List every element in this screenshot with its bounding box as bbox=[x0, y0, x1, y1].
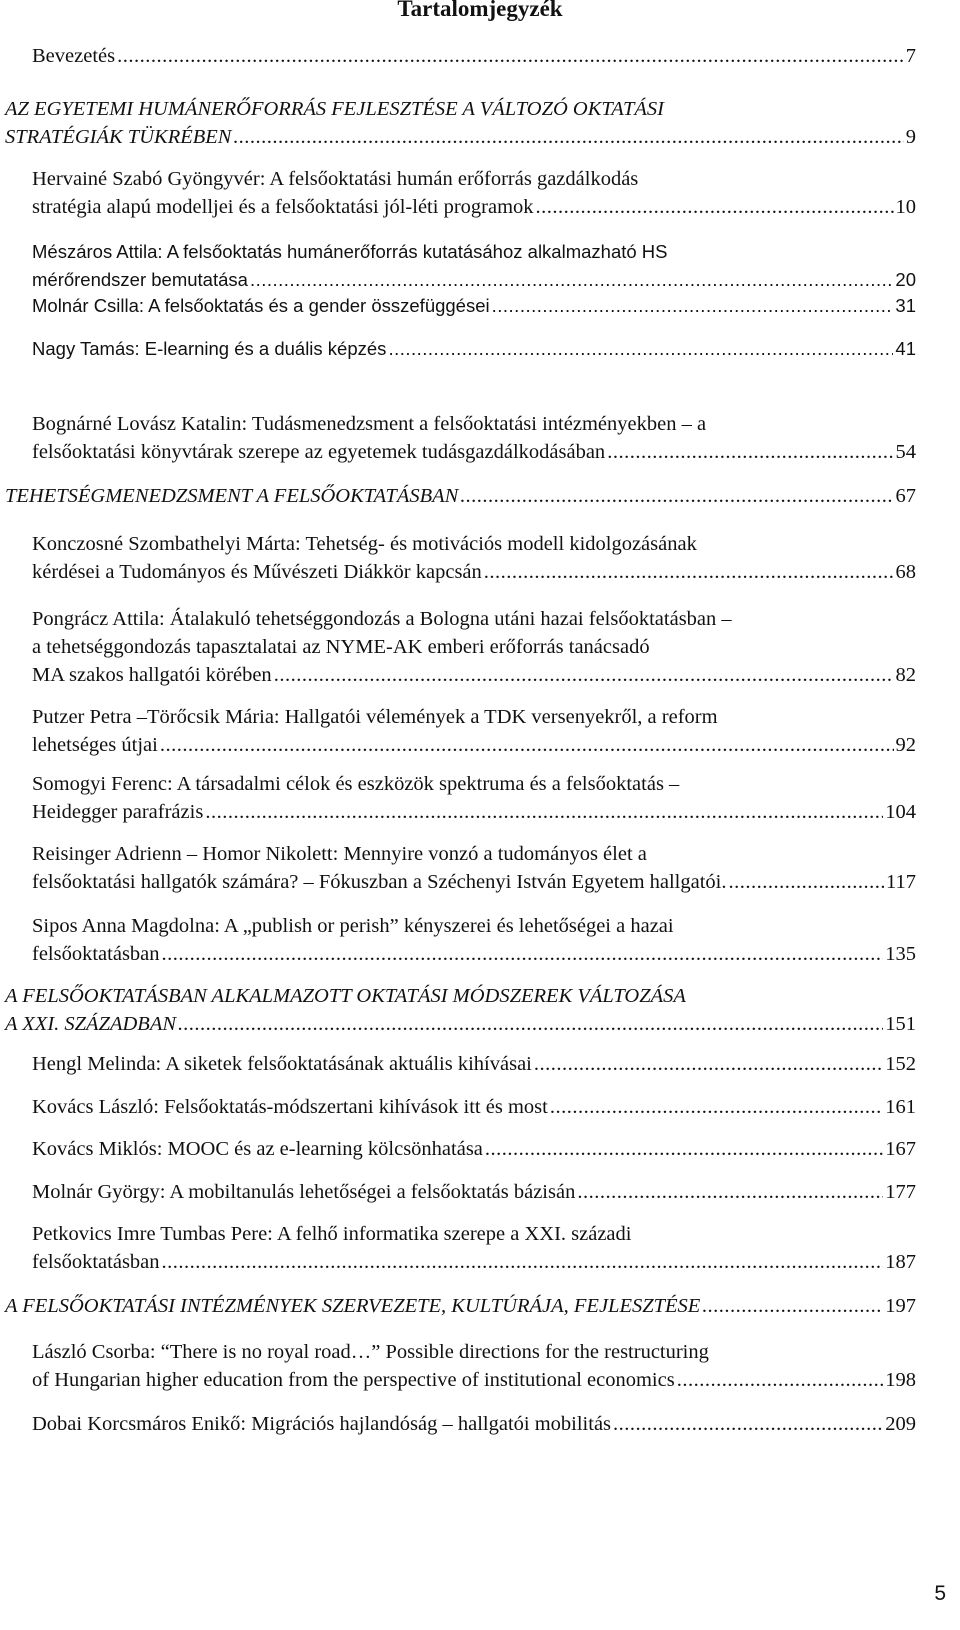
dot-leader bbox=[274, 661, 894, 689]
toc-entry[interactable] bbox=[32, 410, 916, 466]
toc-page-number[interactable]: 31 bbox=[895, 295, 916, 316]
toc-entry-last-line bbox=[32, 1135, 916, 1163]
toc-entry-line: Reisinger Adrienn – Homor Nikolett: Mennyire vonzó a tudományos élet a bbox=[32, 843, 647, 865]
toc-entry-line: a tehetséggondozás tapasztalatai az NYME-AK emberi erőforrás tanácsadó bbox=[32, 636, 650, 658]
toc-entry[interactable] bbox=[32, 238, 916, 294]
toc-entry-last-line bbox=[32, 335, 916, 363]
page-number: 5 bbox=[934, 1582, 946, 1605]
toc-entry-text: felsőoktatásban bbox=[32, 1251, 160, 1273]
toc-entry-line: Bognárné Lovász Katalin: Tudásmenedzsment a felsőoktatási intézményekben – a bbox=[32, 413, 707, 435]
dot-leader bbox=[388, 335, 893, 363]
toc-entry-last-line bbox=[5, 1292, 916, 1320]
toc-entry-last-line bbox=[32, 798, 916, 826]
toc-page-number[interactable]: 67 bbox=[895, 485, 916, 507]
toc-entry-last-line bbox=[32, 868, 916, 896]
toc-entry[interactable] bbox=[32, 1220, 916, 1276]
toc-page-number[interactable]: 161 bbox=[885, 1096, 916, 1118]
toc-section-heading[interactable] bbox=[5, 982, 916, 1038]
toc-entry-text: MA szakos hallgatói körében bbox=[32, 664, 272, 686]
toc-entry-last-line bbox=[32, 292, 916, 320]
toc-section-heading[interactable] bbox=[5, 1292, 916, 1320]
toc-entry-last-line bbox=[32, 1178, 916, 1206]
toc-entry[interactable] bbox=[32, 770, 916, 826]
toc-entry-last-line bbox=[5, 482, 916, 510]
toc-entry-text: Kovács Miklós: MOOC és az e-learning kölcsönhatása bbox=[32, 1138, 483, 1160]
toc-entry-line: László Csorba: “There is no royal road…” Possible directions for the restructuring bbox=[32, 1341, 709, 1363]
dot-leader bbox=[205, 798, 883, 826]
toc-page-number[interactable]: 209 bbox=[885, 1413, 916, 1435]
toc-entry-line: Pongrácz Attila: Átalakuló tehetséggondozás a Bologna utáni hazai felsőoktatásban – bbox=[32, 608, 732, 630]
dot-leader bbox=[607, 438, 893, 466]
toc-page-number[interactable]: 151 bbox=[885, 1013, 916, 1035]
toc-entry[interactable] bbox=[32, 1050, 916, 1078]
toc-entry[interactable] bbox=[32, 42, 916, 70]
toc-entry-last-line bbox=[32, 1248, 916, 1276]
toc-entry-text: A FELSŐOKTATÁSI INTÉZMÉNYEK SZERVEZETE, KULTÚRÁJA, FEJLESZTÉSE bbox=[5, 1295, 701, 1317]
toc-page-number[interactable]: 82 bbox=[895, 664, 916, 686]
toc-page-number[interactable]: 68 bbox=[895, 561, 916, 583]
dot-leader bbox=[534, 1050, 883, 1078]
toc-entry-text: of Hungarian higher education from the perspective of institutional economics bbox=[32, 1369, 675, 1391]
toc-entry-last-line bbox=[32, 1093, 916, 1121]
toc-entry[interactable] bbox=[32, 530, 916, 586]
toc-entry-last-line bbox=[32, 558, 916, 586]
toc-entry[interactable] bbox=[32, 1135, 916, 1163]
dot-leader bbox=[484, 558, 894, 586]
toc-entry-line: Somogyi Ferenc: A társadalmi célok és eszközök spektruma és a felsőoktatás – bbox=[32, 773, 680, 795]
toc-page-number[interactable]: 9 bbox=[905, 126, 916, 148]
toc-entry-last-line bbox=[5, 1010, 916, 1038]
dot-leader bbox=[492, 292, 894, 320]
toc-entry-last-line bbox=[32, 438, 916, 466]
toc-entry-last-line bbox=[32, 193, 916, 221]
toc-page-number[interactable]: 92 bbox=[895, 734, 916, 756]
toc-page-number[interactable]: 187 bbox=[885, 1251, 916, 1273]
dot-leader bbox=[536, 193, 894, 221]
toc-entry-text: Hengl Melinda: A siketek felsőoktatásának aktuális kihívásai bbox=[32, 1053, 532, 1075]
toc-entry[interactable] bbox=[32, 335, 916, 363]
toc-entry-last-line bbox=[32, 731, 916, 759]
dot-leader bbox=[577, 1178, 883, 1206]
toc-entry-line: Mészáros Attila: A felsőoktatás humánerőforrás kutatásához alkalmazható HS bbox=[32, 241, 668, 262]
toc-entry[interactable] bbox=[32, 912, 916, 968]
toc-entry-line: Petkovics Imre Tumbas Pere: A felhő informatika szerepe a XXI. századi bbox=[32, 1223, 632, 1245]
toc-entry-last-line bbox=[32, 940, 916, 968]
toc-page-number[interactable]: 167 bbox=[885, 1138, 916, 1160]
toc-entry[interactable] bbox=[32, 292, 916, 320]
toc-entry-line: Putzer Petra –Törőcsik Mária: Hallgatói vélemények a TDK versenyekről, a reform bbox=[32, 706, 718, 728]
dot-leader bbox=[233, 123, 903, 151]
toc-page-number[interactable]: 198 bbox=[885, 1369, 916, 1391]
dot-leader bbox=[550, 1093, 883, 1121]
toc-entry-line: A FELSŐOKTATÁSBAN ALKALMAZOTT OKTATÁSI MÓDSZEREK VÁLTOZÁSA bbox=[5, 985, 686, 1007]
toc-entry-text: felsőoktatási könyvtárak szerepe az egyetemek tudásgazdálkodásában bbox=[32, 441, 606, 463]
toc-page-number[interactable]: 135 bbox=[885, 943, 916, 965]
toc-section-heading[interactable] bbox=[5, 95, 916, 151]
dot-leader bbox=[677, 1366, 884, 1394]
dot-leader bbox=[162, 940, 884, 968]
toc-entry-line: Sipos Anna Magdolna: A „publish or perish” kényszerei és lehetőségei a hazai bbox=[32, 915, 674, 937]
toc-page-number[interactable]: 117 bbox=[886, 871, 916, 893]
toc-entry-text: STRATÉGIÁK TÜKRÉBEN bbox=[5, 126, 232, 148]
toc-page-number[interactable]: 197 bbox=[885, 1295, 916, 1317]
toc-entry[interactable] bbox=[32, 840, 916, 896]
toc-page-number[interactable]: 152 bbox=[885, 1053, 916, 1075]
toc-page-number[interactable]: 10 bbox=[895, 196, 916, 218]
toc-entry-last-line bbox=[5, 123, 916, 151]
toc-entry-text: Nagy Tamás: E-learning és a duális képzés bbox=[32, 338, 387, 359]
page-title: Tartalomjegyzék bbox=[397, 0, 563, 21]
toc-entry-text: Dobai Korcsmáros Enikő: Migrációs hajlandóság – hallgatói mobilitás bbox=[32, 1413, 612, 1435]
toc-page-number[interactable]: 20 bbox=[895, 269, 916, 290]
toc-entry[interactable] bbox=[32, 165, 916, 221]
toc-entry-text: Molnár György: A mobiltanulás lehetőségei a felsőoktatás bázisán bbox=[32, 1181, 576, 1203]
toc-section-heading[interactable] bbox=[5, 482, 916, 510]
toc-entry-line: Konczosné Szombathelyi Márta: Tehetség- és motivációs modell kidolgozásának bbox=[32, 533, 697, 555]
toc-entry-text: lehetséges útjai bbox=[32, 734, 158, 756]
toc-entry-last-line bbox=[32, 1050, 916, 1078]
dot-leader bbox=[613, 1410, 883, 1438]
toc-entry-text: A XXI. SZÁZADBAN bbox=[5, 1013, 177, 1035]
toc-entry-text: kérdései a Tudományos és Művészeti Diákkör kapcsán bbox=[32, 561, 482, 583]
toc-entry-last-line bbox=[32, 42, 916, 70]
toc-entry-text: Heidegger parafrázis bbox=[32, 801, 204, 823]
toc-entry-text: Kovács László: Felsőoktatás-módszertani kihívások itt és most bbox=[32, 1096, 548, 1118]
toc-page-number[interactable]: 54 bbox=[895, 441, 916, 463]
dot-leader bbox=[162, 1248, 884, 1276]
toc-entry-text: felsőoktatásban bbox=[32, 943, 160, 965]
dot-leader bbox=[485, 1135, 883, 1163]
dot-leader bbox=[160, 731, 894, 759]
toc-page-number[interactable]: 41 bbox=[895, 338, 916, 359]
toc-entry[interactable] bbox=[32, 1338, 916, 1394]
toc-entry[interactable] bbox=[32, 1178, 916, 1206]
dot-leader bbox=[250, 266, 893, 294]
toc-entry-line: Hervainé Szabó Gyöngyvér: A felsőoktatási humán erőforrás gazdálkodás bbox=[32, 168, 639, 190]
toc-entry-last-line bbox=[32, 661, 916, 689]
toc-entry[interactable] bbox=[32, 1093, 916, 1121]
dot-leader bbox=[460, 482, 893, 510]
toc-entry[interactable] bbox=[32, 703, 916, 759]
toc-entry-text: felsőoktatási hallgatók számára? – Fókuszban a Széchenyi István Egyetem hallgatói. bbox=[32, 871, 727, 893]
toc-entry-line: AZ EGYETEMI HUMÁNERŐFORRÁS FEJLESZTÉSE A VÁLTOZÓ OKTATÁSI bbox=[5, 98, 665, 120]
toc-page-number[interactable]: 7 bbox=[905, 45, 916, 67]
toc-entry-text: Molnár Csilla: A felsőoktatás és a gender összefüggései bbox=[32, 295, 490, 316]
toc-entry[interactable] bbox=[32, 1410, 916, 1438]
dot-leader bbox=[702, 1292, 883, 1320]
toc-entry-last-line bbox=[32, 1366, 916, 1394]
dot-leader bbox=[729, 868, 885, 896]
toc-entry-text: Bevezetés bbox=[32, 45, 116, 67]
toc-page-number[interactable]: 177 bbox=[885, 1181, 916, 1203]
dot-leader bbox=[178, 1010, 883, 1038]
toc-entry-text: TEHETSÉGMENEDZSMENT A FELSŐOKTATÁSBAN bbox=[5, 485, 459, 507]
toc-page-number[interactable]: 104 bbox=[885, 801, 916, 823]
toc-entry-text: mérőrendszer bemutatása bbox=[32, 269, 248, 290]
toc-entry[interactable] bbox=[32, 605, 916, 689]
dot-leader bbox=[117, 42, 904, 70]
toc-entry-text: stratégia alapú modelljei és a felsőoktatási jól-léti programok bbox=[32, 196, 534, 218]
toc-entry-last-line bbox=[32, 266, 916, 294]
toc-entry-last-line bbox=[32, 1410, 916, 1438]
